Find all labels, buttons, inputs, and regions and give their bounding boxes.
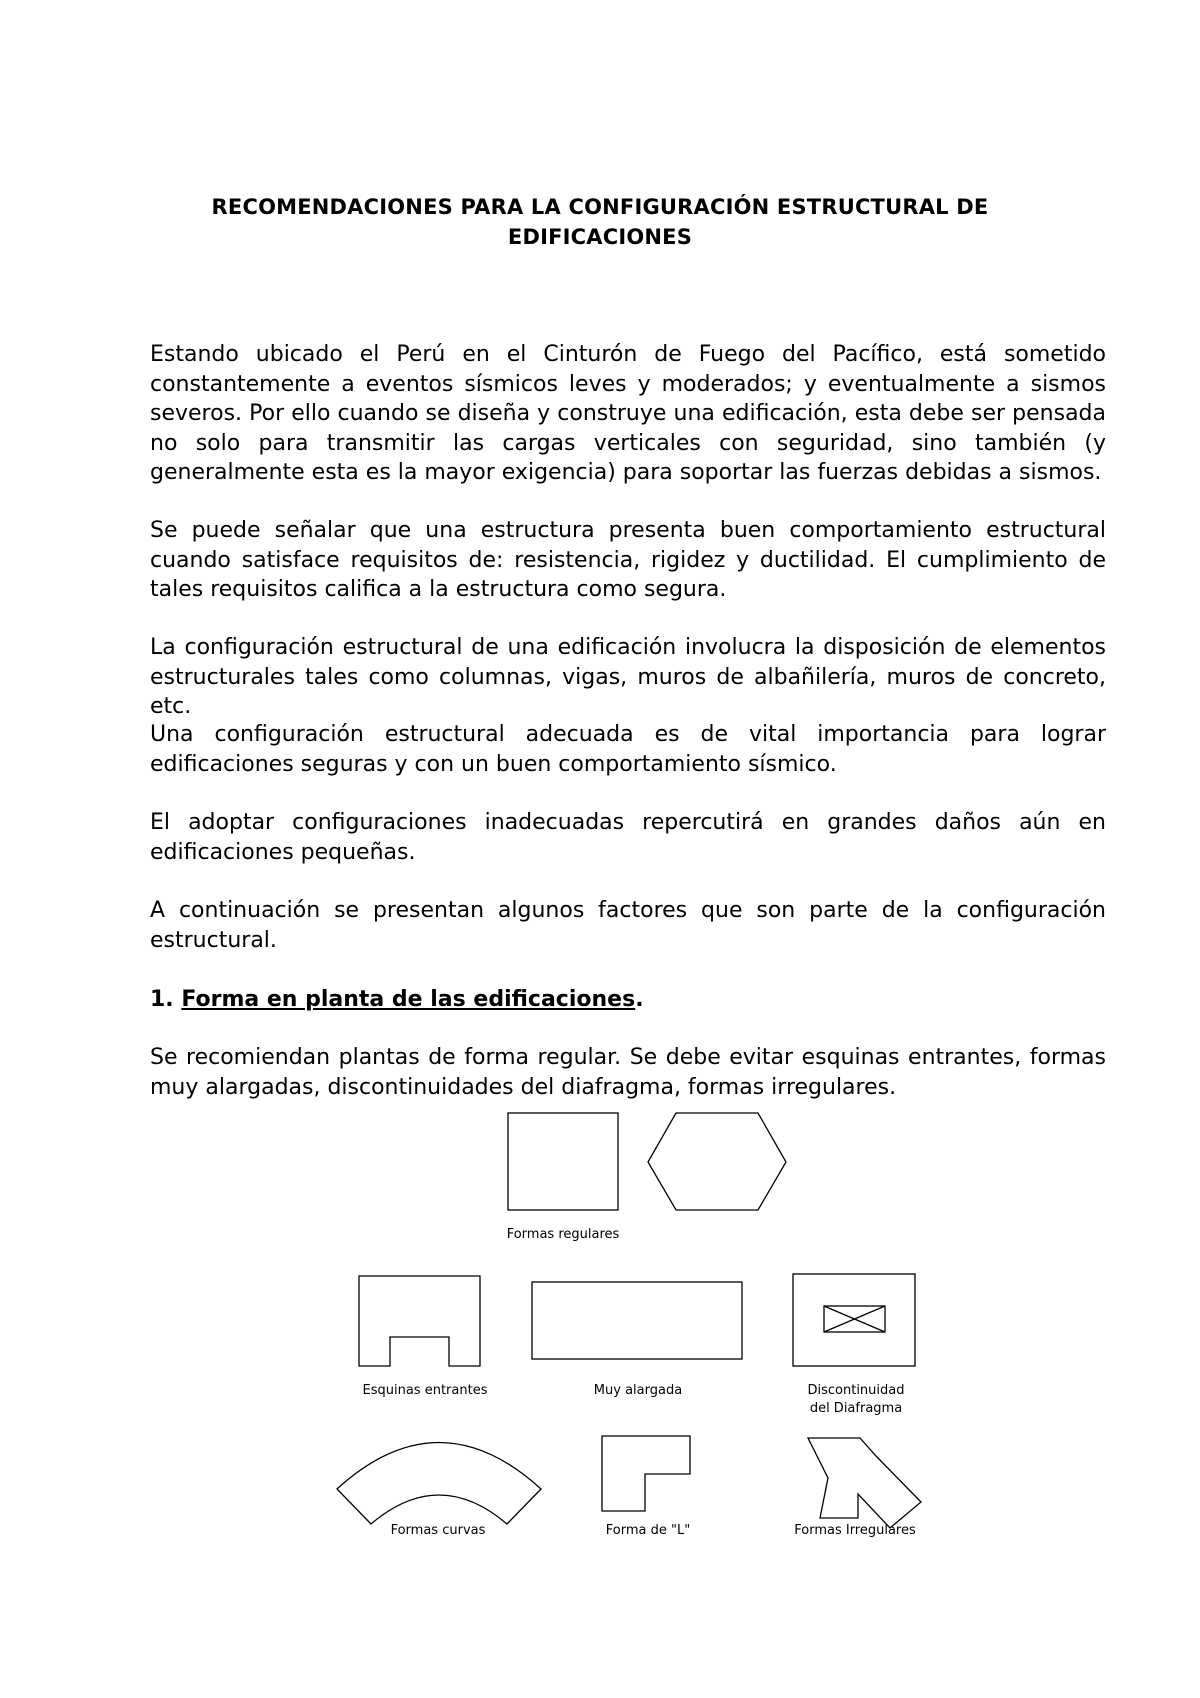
square-shape: [508, 1113, 618, 1210]
caption-l-shape: Forma de "L": [605, 1523, 691, 1538]
caption-regular-forms: Formas regulares: [506, 1227, 620, 1242]
paragraph-2: Se puede señalar que una estructura presenta buen comportamiento estructural cuando satisface requisitos de: resistencia, rigidez y ductilidad. El cumplimiento de tales requisitos califica a la estructura como segura.: [150, 518, 1106, 602]
paragraph-6: A continuación se presentan algunos factores que son parte de la configuración estructural.: [150, 898, 1106, 953]
title-line-1: RECOMENDACIONES PARA LA CONFIGURACIÓN ESTRUCTURAL DE: [211, 195, 989, 219]
caption-reentrant-corners: Esquinas entrantes: [362, 1383, 488, 1398]
section-title: Forma en planta de las edificaciones: [181, 987, 636, 1012]
diaphragm-discontinuity-shape: [793, 1274, 915, 1366]
caption-elongated: Muy alargada: [593, 1383, 683, 1398]
irregular-shape: [808, 1438, 921, 1528]
caption-irregular-forms: Formas Irregulares: [794, 1523, 916, 1538]
section-paragraph: Se recomiendan plantas de forma regular. Se debe evitar esquinas entrantes, formas muy alargadas, discontinuidades del diafragma, formas irregulares.: [150, 1045, 1106, 1100]
paragraph-1: Estando ubicado el Perú en el Cinturón de Fuego del Pacífico, está sometido constantemente a eventos sísmicos leves y moderados; y eventualmente a sismos severos. Por ello cuando se diseña y construye una edificación, esta debe ser pensada no solo para transmitir las cargas verticales con seguridad, sino también (y generalmente esta es la mayor exigencia) para soportar las fuerzas debidas a sismos.: [150, 342, 1106, 485]
title-line-2: EDIFICACIONES: [507, 225, 693, 249]
section-suffix: .: [635, 987, 644, 1012]
caption-discontinuity-line-1: Discontinuidad: [807, 1383, 905, 1398]
curved-shape: [337, 1443, 541, 1525]
hexagon-shape: [648, 1113, 786, 1210]
paragraph-5: El adoptar configuraciones inadecuadas repercutirá en grandes daños aún en edificaciones pequeñas.: [150, 810, 1106, 865]
caption-curved-forms: Formas curvas: [390, 1523, 486, 1538]
caption-discontinuity-line-2: del Diafragma: [809, 1401, 903, 1416]
reentrant-corners-shape: [359, 1276, 480, 1366]
section-number: 1.: [150, 987, 174, 1012]
elongated-shape: [532, 1282, 742, 1359]
l-shape: [602, 1436, 690, 1511]
paragraph-3: La configuración estructural de una edificación involucra la disposición de elementos estructurales tales como columnas, vigas, muros de albañilería, muros de concreto, etc.: [150, 635, 1106, 719]
paragraph-4: Una configuración estructural adecuada es de vital importancia para lograr edificaciones seguras y con un buen comportamiento sísmico.: [150, 722, 1106, 777]
